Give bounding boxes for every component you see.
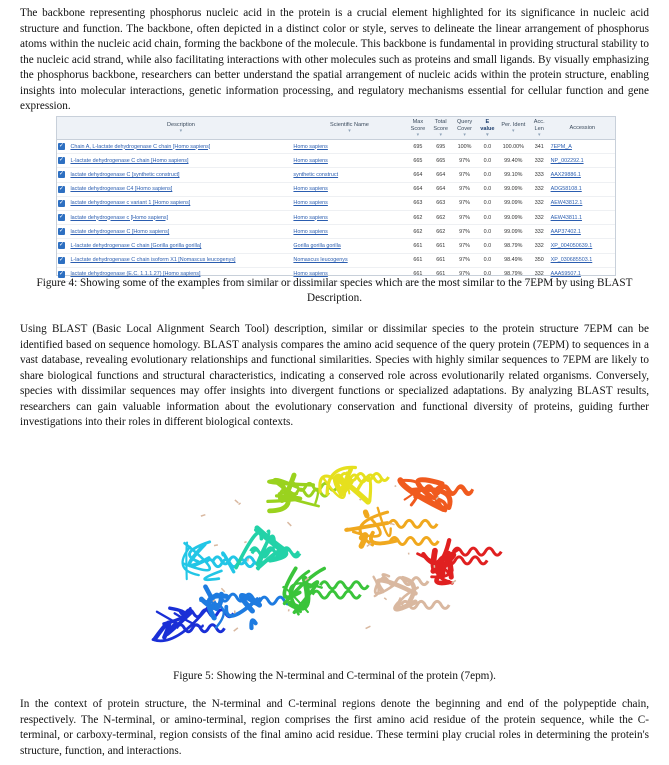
helix-segment: [320, 582, 368, 589]
cell-description[interactable]: lactate dehydrogenase C4 [Homo sapiens]: [69, 182, 292, 196]
cell-acc-len: 332: [529, 210, 550, 224]
checkbox-checked-icon: ✓: [58, 242, 65, 249]
row-checkbox[interactable]: [57, 182, 69, 196]
cell-per-ident: 98.49%: [498, 253, 529, 267]
cell-max-score: 661: [407, 239, 430, 253]
row-checkbox[interactable]: [57, 210, 69, 224]
cell-max-score: 665: [407, 154, 430, 168]
cell-max-score: 661: [407, 253, 430, 267]
blast-results-table: [56, 116, 616, 276]
cell-accession[interactable]: ADG58108.1: [550, 182, 615, 196]
cell-query-cover: 97%: [452, 210, 477, 224]
cell-accession[interactable]: AAA59507.1: [550, 267, 615, 281]
cell-description[interactable]: lactate dehydrogenase (E.C. 1.1.1.27) [Homo sapiens]: [69, 267, 292, 281]
cell-total-score: 664: [429, 182, 452, 196]
cell-max-score: 662: [407, 210, 430, 224]
table-row: [57, 168, 615, 182]
cell-acc-len: 333: [529, 168, 550, 182]
ligand-stick: [366, 626, 371, 628]
col-accession[interactable]: Accession: [550, 117, 615, 140]
sort-arrow-icon: ▾: [416, 131, 420, 138]
ribbon-segment: [366, 512, 367, 516]
checkbox-checked-icon: ✓: [58, 228, 65, 235]
table-row: [57, 140, 615, 154]
cell-query-cover: 97%: [452, 168, 477, 182]
helix-segment: [453, 548, 501, 555]
cell-query-cover: 97%: [452, 225, 477, 239]
cell-acc-len: 332: [529, 239, 550, 253]
cell-e-value: 0.0: [477, 182, 498, 196]
ligand-stick: [359, 499, 361, 500]
ligand-stick: [235, 500, 238, 503]
cell-per-ident: 99.40%: [498, 154, 529, 168]
sort-arrow-icon: ▾: [179, 128, 183, 134]
checkbox-checked-icon: ✓: [58, 185, 65, 192]
sort-arrow-icon: ▾: [537, 131, 541, 138]
checkbox-checked-icon: ✓: [58, 157, 65, 164]
cell-total-score: 665: [429, 154, 452, 168]
cell-description[interactable]: lactate dehydrogenase c [Homo sapiens]: [69, 210, 292, 224]
cell-e-value: 0.0: [477, 196, 498, 210]
sort-arrow-icon: ▾: [463, 131, 466, 138]
cell-query-cover: 97%: [452, 182, 477, 196]
col-acc-len[interactable]: Acc. Len ▾: [529, 117, 550, 140]
cell-acc-len: 341: [529, 140, 550, 154]
cell-per-ident: 98.79%: [498, 239, 529, 253]
cell-per-ident: 99.09%: [498, 182, 529, 196]
cell-accession[interactable]: 7EPM_A: [550, 140, 615, 154]
row-checkbox[interactable]: [57, 239, 69, 253]
cell-total-score: 661: [429, 239, 452, 253]
cell-total-score: 663: [429, 196, 452, 210]
col-e-value[interactable]: E value ▾: [477, 117, 498, 140]
cell-scientific-name[interactable]: Homo sapiens: [292, 196, 406, 210]
ligand-stick: [287, 522, 291, 526]
checkbox-checked-icon: ✓: [58, 214, 65, 221]
cell-per-ident: 99.10%: [498, 168, 529, 182]
paragraph-termini: In the context of protein structure, the N-terminal and C-terminal regions denote the beginning and end of the polypeptide chain, respectively. The N-terminal, or amino-terminal, region comprises the first amino acid residue of the protein sequence, while the C-terminal, or carboxy-terminal, region consists of the final amino acid residue. These termini play crucial roles in determining the protein's structure, function, and interactions.: [20, 698, 649, 757]
cell-acc-len: 332: [529, 182, 550, 196]
cell-per-ident: 99.09%: [498, 210, 529, 224]
sort-arrow-icon: ▾: [486, 131, 489, 138]
ribbon-segment: [346, 523, 387, 530]
table-row: [57, 182, 615, 196]
col-total-score[interactable]: Total Score ▾: [429, 117, 452, 140]
cell-accession[interactable]: AEW43811.1: [550, 210, 615, 224]
ligand-stick: [288, 609, 289, 611]
sort-arrow-icon: ▾: [348, 128, 351, 134]
cell-max-score: 663: [407, 196, 430, 210]
figure-4-caption: Figure 4: Showing some of the examples from similar or dissimilar species which are the most similar to the 7EPM by using BLAST Description.: [36, 277, 633, 304]
cell-accession[interactable]: AAP37402.1: [550, 225, 615, 239]
ligand-stick: [395, 486, 397, 487]
col-max-score[interactable]: Max Score ▾: [407, 117, 430, 140]
checkbox-checked-icon: ✓: [58, 199, 65, 206]
cell-description[interactable]: L-lactate dehydrogenase C chain [Gorilla gorilla gorilla]: [69, 239, 292, 253]
cell-scientific-name[interactable]: Homo sapiens: [292, 225, 406, 239]
col-per-ident[interactable]: Per. Ident ▾: [498, 117, 529, 140]
sort-arrow-icon: ▾: [439, 131, 442, 138]
cell-total-score: 695: [429, 140, 452, 154]
ribbon-segment: [205, 571, 222, 580]
cell-description[interactable]: lactate dehydrogenase C [Homo sapiens]: [69, 225, 292, 239]
cell-scientific-name[interactable]: Homo sapiens: [292, 267, 406, 281]
cell-e-value: 0.0: [477, 210, 498, 224]
ribbon-segment: [251, 620, 255, 628]
cell-max-score: 664: [407, 168, 430, 182]
cell-acc-len: 332: [529, 225, 550, 239]
cell-total-score: 661: [429, 253, 452, 267]
cell-scientific-name[interactable]: Homo sapiens: [292, 182, 406, 196]
table-row: [57, 196, 615, 210]
cell-e-value: 0.0: [477, 140, 498, 154]
cell-e-value: 0.0: [477, 225, 498, 239]
row-checkbox[interactable]: [57, 253, 69, 267]
cell-acc-len: 332: [529, 267, 550, 281]
cell-scientific-name[interactable]: Gorilla gorilla gorilla: [292, 239, 406, 253]
cell-per-ident: 99.09%: [498, 225, 529, 239]
cell-total-score: 662: [429, 210, 452, 224]
table-row: [57, 253, 615, 267]
sort-arrow-icon: ▾: [512, 128, 515, 134]
cell-max-score: 662: [407, 225, 430, 239]
cell-description[interactable]: lactate dehydrogenase C [synthetic construct]: [69, 168, 292, 182]
cell-description[interactable]: L-lactate dehydrogenase C chain [Homo sapiens]: [69, 154, 292, 168]
checkbox-checked-icon: ✓: [58, 256, 65, 263]
col-query-cover[interactable]: Query Cover ▾: [452, 117, 477, 140]
cell-accession[interactable]: XP_030685503.1: [550, 253, 615, 267]
cell-e-value: 0.0: [477, 239, 498, 253]
ligand-stick: [239, 503, 241, 504]
cell-total-score: 662: [429, 225, 452, 239]
cell-description[interactable]: L-lactate dehydrogenase C chain isoform X1 [Nomascus leucogenys]: [69, 253, 292, 267]
cell-query-cover: 97%: [452, 196, 477, 210]
checkbox-header: [57, 117, 69, 140]
cell-scientific-name[interactable]: synthetic construct: [292, 168, 406, 182]
cell-scientific-name[interactable]: Homo sapiens: [292, 154, 406, 168]
table-row: [57, 154, 615, 168]
cell-e-value: 0.0: [477, 154, 498, 168]
cell-total-score: 664: [429, 168, 452, 182]
checkbox-checked-icon: ✓: [58, 270, 65, 277]
cell-accession[interactable]: AAX29886.1: [550, 168, 615, 182]
ligand-stick: [244, 542, 246, 543]
cell-accession[interactable]: AEW43812.1: [550, 196, 615, 210]
cell-scientific-name[interactable]: Homo sapiens: [292, 140, 406, 154]
row-checkbox[interactable]: [57, 140, 69, 154]
paragraph-blast: Using BLAST (Basic Local Alignment Search Tool) description, similar or dissimilar species to the protein structure 7EPM can be identified based on sequence homology. BLAST analysis compares the amino acid sequence of the query protein (7EPM) to sequences in a vast database, revealing evolutionary relationships and functional similarities. Species with highly similar sequences to 7EPM are likely to share biological functions and structural characteristics, indicating a conserved role across evolutionarily related organisms. Conversely, species with dissimilar sequences may offer insights into divergent functions or specialized adaptations. By analyzing BLAST results, researchers can gain valuable information about the evolutionary conservation and functional diversity of proteins, guiding further investigations into their roles in different biological contexts.: [20, 323, 649, 428]
cell-e-value: 0.0: [477, 267, 498, 281]
table-row: [57, 210, 615, 224]
cell-max-score: 661: [407, 267, 430, 281]
ribbon-segment: [155, 623, 169, 639]
ligand-stick: [234, 628, 238, 631]
cell-per-ident: 98.79%: [498, 267, 529, 281]
cell-max-score: 664: [407, 182, 430, 196]
ligand-stick: [390, 523, 394, 524]
helix-segment: [390, 537, 438, 544]
table-header-row: [57, 117, 615, 140]
cell-query-cover: 97%: [452, 253, 477, 267]
cell-description[interactable]: Chain A, L-lactate dehydrogenase C chain [Homo sapiens]: [69, 140, 292, 154]
ribbon-segment: [186, 543, 187, 580]
helix-segment: [389, 520, 437, 527]
cell-per-ident: 100.00%: [498, 140, 529, 154]
cell-query-cover: 100%: [452, 140, 477, 154]
col-description[interactable]: Description ▾: [69, 117, 292, 140]
cell-e-value: 0.0: [477, 253, 498, 267]
cell-per-ident: 99.09%: [498, 196, 529, 210]
cell-scientific-name[interactable]: Homo sapiens: [292, 210, 406, 224]
checkbox-checked-icon: ✓: [58, 143, 65, 150]
ligand-stick: [384, 598, 386, 600]
col-scientific-name[interactable]: Scientific Name ▾: [292, 117, 406, 140]
cell-acc-len: 332: [529, 196, 550, 210]
cell-acc-len: 332: [529, 154, 550, 168]
cell-query-cover: 97%: [452, 267, 477, 281]
row-checkbox[interactable]: [57, 196, 69, 210]
ligand-stick: [248, 558, 249, 561]
cell-description[interactable]: lactate dehydrogenase c variant 1 [Homo sapiens]: [69, 196, 292, 210]
cell-max-score: 695: [407, 140, 430, 154]
cell-acc-len: 350: [529, 253, 550, 267]
protein-structure-figure: [140, 432, 518, 664]
helix-segment: [312, 591, 360, 598]
cell-query-cover: 97%: [452, 239, 477, 253]
cell-total-score: 661: [429, 267, 452, 281]
ligand-stick: [201, 515, 205, 516]
checkbox-checked-icon: ✓: [58, 171, 65, 178]
row-checkbox[interactable]: [57, 225, 69, 239]
ligand-stick: [214, 545, 218, 546]
paragraph-backbone: The backbone representing phosphorus nucleic acid in the protein is a crucial element highlighted for its significance in nucleic acid structure and function. The backbone, often depicted in a distinct color or style, serves to delineate the linear arrangement of phosphorus atoms within the nucleic acid chain, forming the backbone of the molecule. This backbone is fundamental in providing structural stability to the nucleic acid strand, while also facilitating interactions with other molecules such as proteins and small ligands. By visually emphasizing the phosphorus backbone, researchers can better understand the spatial arrangement of nucleic acids within the protein structure, enabling insights into molecular interactions, genetic information processing, and regulatory mechanisms essential for cellular function and gene expression.: [20, 7, 649, 112]
figure-5-caption: Figure 5: Showing the N-terminal and C-terminal of the protein (7epm).: [173, 670, 496, 682]
cell-accession[interactable]: NP_002292.1: [550, 154, 615, 168]
cell-scientific-name[interactable]: Nomascus leucogenys: [292, 253, 406, 267]
row-checkbox[interactable]: [57, 168, 69, 182]
cell-e-value: 0.0: [477, 168, 498, 182]
cell-query-cover: 97%: [452, 154, 477, 168]
table-row: [57, 225, 615, 239]
cell-accession[interactable]: XP_004050639.1: [550, 239, 615, 253]
table-row: [57, 239, 615, 253]
row-checkbox[interactable]: [57, 154, 69, 168]
ligand-stick: [221, 588, 224, 592]
